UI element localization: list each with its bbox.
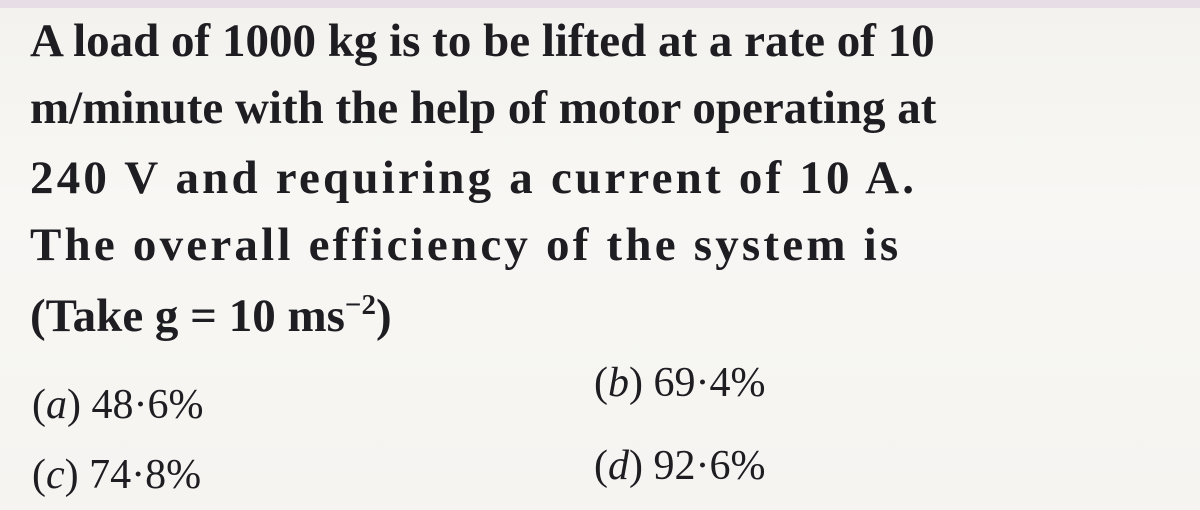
option-d-key: d	[608, 443, 629, 489]
given-note-close: )	[375, 290, 392, 342]
option-a[interactable]: (a) 48·6%	[32, 382, 204, 428]
question-line-3: 240 V and requiring a current of 10 A.	[30, 152, 918, 204]
given-note-exponent: −2	[344, 289, 376, 321]
option-d-value: 92·6%	[653, 443, 766, 489]
given-note	[30, 289, 392, 342]
given-note-text: (Take g = 10 ms	[30, 290, 345, 342]
option-d[interactable]: (d) 92·6%	[594, 443, 766, 489]
option-c-value: 74·8%	[89, 452, 202, 498]
option-b[interactable]: (b) 69·4%	[594, 360, 766, 406]
option-b-value: 69·4%	[653, 360, 766, 406]
top-edge-strip	[0, 0, 1200, 8]
option-b-key: b	[608, 360, 629, 406]
question-line-4: The overall efficiency of the system is	[30, 219, 902, 271]
option-c-key: c	[46, 452, 65, 498]
option-c[interactable]: (c) 74·8%	[32, 452, 202, 498]
option-a-value: 48·6%	[91, 382, 204, 428]
question-line-1: A load of 1000 kg is to be lifted at a rate of 10	[30, 15, 935, 67]
option-a-key: a	[46, 382, 67, 428]
question-line-2: m/minute with the help of motor operating at	[30, 82, 937, 134]
